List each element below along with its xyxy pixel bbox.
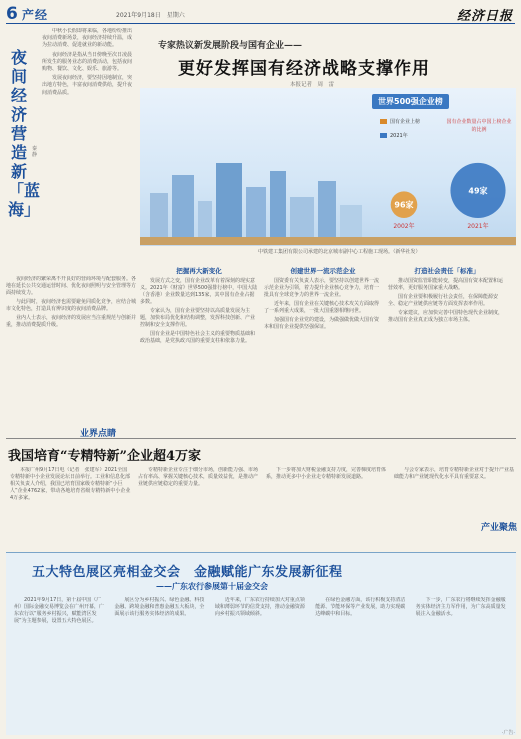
article-headline: 我国培育“专精特新”企业超4万家: [8, 449, 202, 464]
paragraph: 展区分为乡村振兴、绿色金融、科技金融、跨境金融和普惠金融五大板块，全面展示该行服务实体经济的成果。: [114, 597, 205, 617]
article-column: [138, 467, 260, 549]
legend-label: 国有企业上榜: [390, 119, 421, 125]
paragraph: 中秋小长假即将来临，各地纷纷推出夜间消费新场景，夜间经济持续升温，成为拉动消费、促进就业的新动能。: [42, 28, 133, 49]
feature-subhead: 打造社会责任「标准」: [414, 267, 480, 275]
vertical-article-title: 夜间经济营造新「蓝海」: [8, 48, 41, 219]
feature-column-2: [264, 262, 382, 422]
legend-item: [380, 132, 440, 139]
paragraph: 下一步将加大财税金融支持力度，完善梯度培育体系，推动更多中小企业走专精特新发展道路。: [266, 467, 387, 480]
photo-caption: 中铁建工集团有限公司承建的北京城市副中心工程施工现场。（新华社发）: [258, 249, 421, 255]
paper-logo: 经济日报: [456, 9, 513, 24]
ad-marker: ·广告·: [501, 730, 515, 736]
chart-banner: 世界500强企业榜: [372, 94, 449, 109]
legend-label: 2021年: [390, 133, 408, 139]
section-name: 产经: [22, 8, 49, 22]
left-column-article: [6, 28, 134, 275]
article-column: [416, 597, 510, 733]
paragraph: 在绿色金融方面，该行积极支持清洁能源、节能环保等产业发展，助力实现碳达峰碳中和目标。: [315, 597, 406, 617]
paragraph: 国有企业要积极履行社会责任，在保障能源安全、稳定产业链供应链等方面发挥表率作用。: [388, 294, 499, 307]
paragraph: 下一步，广东农行将继续发挥金融服务实体经济主力军作用，为广东高质量发展注入金融活水。: [415, 597, 506, 617]
paragraph: 专家建议，应加快完善中国特色现代企业制度，推动国有企业真正成为独立市场主体。: [388, 310, 504, 323]
paragraph: 夜间经济的繁荣离不开良好的营商环境与配套服务。各地在延长公共交通运营时间、优化夜间照明与安全管理等方面持续发力。: [6, 276, 137, 296]
article-column: [315, 597, 409, 733]
article-author: 秦 静: [32, 146, 43, 158]
section-tag-industry-focus: 产业聚焦: [480, 523, 517, 533]
article-column: [394, 467, 516, 549]
paragraph: 国有企业是中国特色社会主义的重要物质基础和政治基础，是党执政兴国的重要支柱和依靠力量。: [140, 331, 256, 344]
feature-column-1: [140, 262, 258, 422]
paragraph: 与此同时，夜间经济也需要避免同质化竞争，应结合城市文化特色，打造具有辨识度的夜间消费品牌。: [6, 299, 137, 312]
feature-body: [140, 262, 516, 422]
feature-byline: 本报记者 周 雷: [290, 82, 335, 88]
paragraph: 近年来，广东农行持续加大对重点领域和薄弱环节的信贷支持，推动金融资源向乡村振兴领域倾斜。: [214, 597, 305, 617]
chart-side-note: 国有企业数量占中国上榜企业的比例: [446, 119, 512, 133]
chart-data-label: 49家: [468, 186, 488, 196]
article-body: [14, 597, 510, 733]
paragraph: 发展方式之变，国有企业改革有着深刻的现实意义。2021年《财富》世界500强排行榜中，中国大陆（含香港）企业数量达到135家，其中国有企业占据多数。: [140, 278, 258, 305]
feature-subhead: 把握再大新变化: [176, 267, 222, 275]
infographic: [140, 88, 516, 246]
legend-swatch: [380, 133, 387, 138]
finance-expo-article: [6, 552, 516, 735]
legend-item: [380, 118, 440, 125]
paragraph: 专精特新企业专注于细分市场，创新能力强、市场占有率高、掌握关键核心技术，质量效益优，是推动产业链供应链稳定的重要力量。: [138, 467, 259, 487]
chart-data-label: 96家: [394, 200, 414, 210]
left-column-body: [42, 28, 134, 275]
paragraph: 2021年9月17日，第十届中国（广州）国际金融交易博览会在广州开幕，广东农行以“服务乡村振兴，赋能湾区发展”为主题参展，设置五大特色展区。: [14, 597, 105, 624]
paragraph: 发展夜间经济，要坚持因地制宜，突出地方特色，丰富夜间消费供给，提升夜间消费品质。: [42, 75, 133, 96]
article-column: [215, 597, 309, 733]
feature-column-3: [388, 262, 506, 422]
paragraph: 专家认为，国有企业要坚持以高质量发展为主题，加快布局优化和结构调整，发挥科技创新、产业控制和安全支撑作用。: [140, 308, 256, 328]
feature-headline: 更好发挥国有经济战略支撑作用: [178, 59, 430, 79]
masthead: [6, 4, 515, 24]
paragraph: 与会专家表示，培育专精特新企业对于提升产业基础能力和产业链现代化水平具有重要意义。: [394, 467, 515, 480]
specialized-enterprises-article: [6, 438, 516, 550]
article-body: [10, 467, 516, 549]
paragraph: 近年来，国有企业在关键核心技术攻关方面取得了一系列重大成果，一批大国重器相继问世。: [264, 301, 380, 314]
paragraph: 推动国资监管职能转变，提高国有资本配置和运营效率，更好服务国家重大战略。: [388, 278, 504, 291]
article-column: [14, 597, 108, 733]
feature-subhead: 创建世界一流示范企业: [290, 267, 356, 275]
paragraph: 夜间经济是指从当日傍晚至次日凌晨所发生的服务业态的消费活动，包括夜间购物、餐饮、文化、娱乐、旅游等。: [42, 51, 133, 73]
bubble-chart: [366, 140, 516, 232]
article-column: [10, 467, 132, 549]
paragraph: 国资委有关负责人表示，要坚持以创建世界一流示范企业为引领，着力提升企业核心竞争力，培育一批具有全球竞争力的世界一流企业。: [264, 278, 380, 298]
left-column-continued: [6, 276, 138, 424]
feature-kicker: 专家热议新发展阶段与国有企业——: [158, 41, 303, 51]
paragraph: 业内人士表示，夜间经济的发展应当注重规范与创新并重，推动消费提质升级。: [6, 315, 137, 328]
article-column: [266, 467, 388, 549]
section-tag-industry-insight: 业界点睛: [80, 429, 117, 439]
legend-swatch: [380, 119, 387, 124]
article-headline: 五大特色展区亮相金交会 金融赋能广东发展新征程: [32, 565, 343, 580]
paragraph: 本报广州9月17日电（记者 张建军）2021全国专精特新中小企业发展论坛日前举行。工业和信息化部相关负责人介绍，我国已培育国家级专精特新“小巨人”企业4762家，带动各地培育省级专精特新中小企业4万多家。: [10, 467, 131, 501]
article-subtitle: ——广东农行参展第十届金交会: [156, 581, 268, 591]
chart-category-label: 2002年: [393, 223, 415, 230]
issue-date: 2021年9月18日 星期六: [116, 12, 185, 19]
chart-category-label: 2021年: [467, 223, 489, 230]
page-number: 6: [6, 4, 18, 24]
article-column: [114, 597, 208, 733]
feature-article: [140, 28, 516, 270]
paragraph: 加强国有企业党的建设，为做强做优做大国有资本和国有企业提供坚强保证。: [264, 317, 380, 330]
